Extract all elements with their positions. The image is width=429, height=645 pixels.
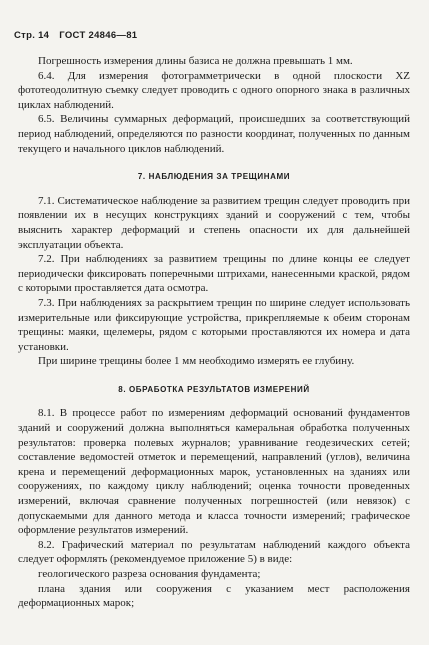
paragraph-7-2: 7.2. При наблюдениях за развитием трещины по длине концы ее следует периодически фиксировать поперечными штрихами, нанесенными краской, рядом с которыми проставляется дата осмотра. — [18, 253, 410, 295]
paragraph: Погрешность измерения длины базиса не должна превышать 1 мм. — [38, 55, 353, 67]
paragraph-6-5: 6.5. Величины суммарных деформаций, происшедших за соответствующий период наблюдений, определяются по разности координат, полученных по данным текущего и начального циклов наблюдений. — [18, 113, 410, 155]
list-item: геологического разреза основания фундамента; — [38, 568, 261, 580]
paragraph-6-4: 6.4. Для измерения фотограмметрически в одной плоскости XZ фототеодолитную съемку следует проводить с одного опорного знака в различных циклах наблюдений. — [18, 69, 410, 111]
paragraph-7-3: 7.3. При наблюдениях за раскрытием трещин по ширине следует использовать измерительные или фиксирующие устройства, прикрепляемые к обеим сторонам трещины: маяки, щелемеры, рядом с которыми проставляются их номера и дата установки. — [18, 296, 410, 353]
page-content — [18, 54, 410, 611]
paragraph-8-2: 8.2. Графический материал по результатам наблюдений каждого объекта следует оформлять (рекомендуемое приложение 5) в виде: — [18, 538, 410, 566]
paragraph-8-1: 8.1. В процессе работ по измерениям деформаций оснований фундаментов зданий и сооружений должна выполняться камеральная обработка полученных результатов: проверка полевых журналов; уравнивание геодезических сетей; составление ведомостей отметок и перемещений, направлений (углов), величина крена и перемещений деформационных марок, установленных на зданиях или сооружениях, по каждому циклу наблюдений; оценка точности проведенных измерений, включая сравнение полученных погрешностей (или невязок) с допускаемыми для данного метода и класса точности измерений; графическое оформление результатов измерений. — [18, 407, 410, 537]
list-item: плана здания или сооружения с указанием мест расположения деформационных марок; — [18, 582, 410, 610]
standard-code: ГОСТ 24846—81 — [59, 30, 138, 41]
paragraph-7-1: 7.1. Систематическое наблюдение за развитием трещин следует проводить при появлении их в несущих конструкциях зданий и сооружений с тем, чтобы выяснить характер деформаций и степень опасности их для дальнейшей эксплуатации объекта. — [18, 194, 410, 251]
section-title-8: 8. ОБРАБОТКА РЕЗУЛЬТАТОВ ИЗМЕРЕНИЙ — [118, 384, 310, 394]
paragraph: При ширине трещины более 1 мм необходимо измерять ее глубину. — [38, 355, 355, 368]
page-number: Стр. 14 — [14, 30, 50, 41]
page-header — [14, 30, 137, 41]
section-title-7: 7. НАБЛЮДЕНИЯ ЗА ТРЕЩИНАМИ — [137, 172, 291, 182]
